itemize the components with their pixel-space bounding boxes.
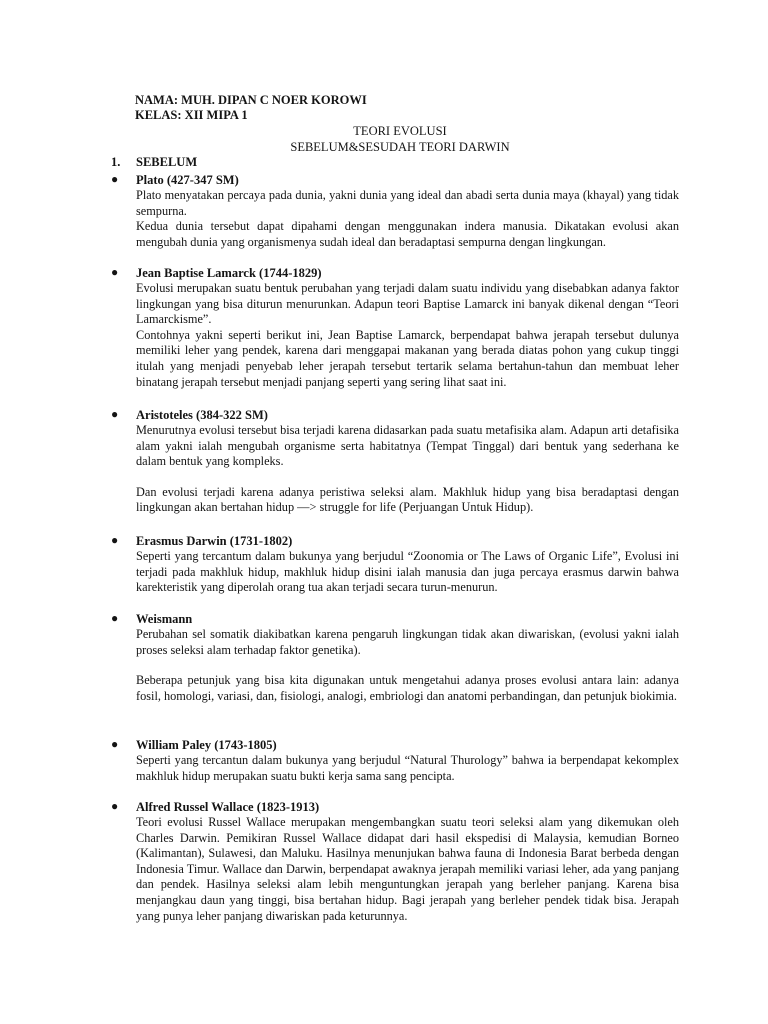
student-class: KELAS: XII MIPA 1 <box>135 108 248 122</box>
bullet-icon: ● <box>111 533 119 547</box>
entry-william-paley <box>111 737 679 784</box>
entry-paragraph: Teori evolusi Russel Wallace merupakan mengembangkan suatu teori seleksi alam yang dikemukan oleh Charles Darwin. Pemikiran Russel Wallace didapat dari hasil ekspedisi di Malaysia, kemudian Borneo (Kalimantan), Sulawesi, dan Maluku. Hasilnya menunjukan bahwa fauna di Indonesia Barat berbeda dengan Indonesia Timur. Wallace dan Darwin, berpendapat awaknya jerapah memiliki variasi leher, ada yang panjang dan pendek. Hasilnya seleksi alam lebih menguntungkan jerapah yang berleher panjang. Karena bisa menjangkau daun yang tinggi, bisa bertahan hidup. Bagi jerapah yang berleher pendek tidak bisa. Jerapah yang punya leher panjang diwariskan pada keturunnya. <box>136 815 679 923</box>
entry-erasmus-darwin <box>111 533 679 596</box>
student-name: NAMA: MUH. DIPAN C NOER KOROWI <box>135 93 367 107</box>
entry-aristoteles <box>111 407 679 516</box>
entry-heading: Aristoteles (384-322 SM) <box>136 408 268 422</box>
entry-heading: Weismann <box>136 612 193 626</box>
bullet-icon: ● <box>111 172 119 186</box>
document-subtitle: SEBELUM&SESUDAH TEORI DARWIN <box>290 140 510 154</box>
entry-paragraph: Beberapa petunjuk yang bisa kita digunakan untuk mengetahui adanya proses evolusi antara lain: adanya fosil, homologi, variasi, dan, fisiologi, analogi, embriologi dan anatomi perbandingan, dan petunjuk biokimia. <box>136 673 679 703</box>
bullet-icon: ● <box>111 407 119 421</box>
entry-lamarck <box>111 265 679 390</box>
entry-alfred-russel-wallace <box>111 799 679 924</box>
entry-paragraph: Seperti yang tercantun dalam bukunya yang berjudul “Natural Thurology” bahwa ia berpendapat kekomplex makhluk hidup merupakan suatu bukti kerja sama sang pencipta. <box>136 753 679 783</box>
entry-heading: Plato (427-347 SM) <box>136 173 239 187</box>
entry-heading: William Paley (1743-1805) <box>136 738 277 752</box>
entry-heading: Alfred Russel Wallace (1823-1913) <box>136 800 320 814</box>
entry-plato <box>111 172 679 250</box>
bullet-icon: ● <box>111 799 119 813</box>
entry-paragraph: Menurutnya evolusi tersebut bisa terjadi karena didasarkan pada suatu metafisika alam. Adapun arti detafisika alam yakni ialah mengubah organisme serta habitatnya (Tempat Tinggal) dari bentuk yang sederhana ke dalam bentuk yang kompleks. <box>136 423 679 469</box>
section-number: 1. <box>111 155 121 169</box>
entry-weismann <box>111 611 679 704</box>
bullet-icon: ● <box>111 265 119 279</box>
section-label: SEBELUM <box>136 155 198 169</box>
entry-paragraph: Contohnya yakni seperti berikut ini, Jean Baptise Lamarck, berpendapat bahwa jerapah tersebut dulunya memiliki leher yang pendek, karena dari menggapai makanan yang berada diatas pohon yang cukup tinggi itulah yang menjadi penyebab leher jerapah tersebut tertarik selama bertahun-tahun dan membuat leher binatang jerapah tersebut menjadi panjang seperti yang sering lihat saat ini. <box>136 327 679 389</box>
document-title: TEORI EVOLUSI <box>353 124 447 138</box>
entry-paragraph: Plato menyatakan percaya pada dunia, yakni dunia yang ideal dan abadi serta dunia maya (khayal) yang tidak sempurna. <box>136 188 679 218</box>
entry-heading: Erasmus Darwin (1731-1802) <box>136 534 293 548</box>
entry-paragraph: Kedua dunia tersebut dapat dipahami dengan menggunakan indera manusia. Dikatakan evolusi akan mengubah dunia yang organismenya sudah ideal dan beradaptasi sempurna dengan lingkungan. <box>136 219 679 249</box>
entry-paragraph: Seperti yang tercantum dalam bukunya yang berjudul “Zoonomia or The Laws of Organic Life”, Evolusi ini terjadi pada makhluk hidup, makhluk hidup disini ialah manusia dan juga percaya erasmus darwin bahwa karekteristik yang diperolah orang tua akan terjadi secara turun-menurun. <box>136 549 679 595</box>
entry-paragraph: Perubahan sel somatik diakibatkan karena pengaruh lingkungan tidak akan diwariskan, (evolusi yakni ialah proses seleksi alam terhadap faktor genetika). <box>136 627 679 657</box>
entry-paragraph: Dan evolusi terjadi karena adanya peristiwa seleksi alam. Makhluk hidup yang bisa beradaptasi dengan lingkungan akan bertahan hidup —> struggle for life (Perjuangan Untuk Hidup). <box>136 484 679 515</box>
entry-heading: Jean Baptise Lamarck (1744-1829) <box>136 266 322 280</box>
bullet-icon: ● <box>111 611 119 625</box>
entry-paragraph: Evolusi merupakan suatu bentuk perubahan yang terjadi dalam suatu individu yang disebabkan adanya faktor lingkungan yang bisa diturun menurunkan. Adapun teori Baptise Lamarck ini banyak dikenal dengan “Teori Lamarckisme”. <box>136 281 679 327</box>
bullet-icon: ● <box>111 737 119 751</box>
